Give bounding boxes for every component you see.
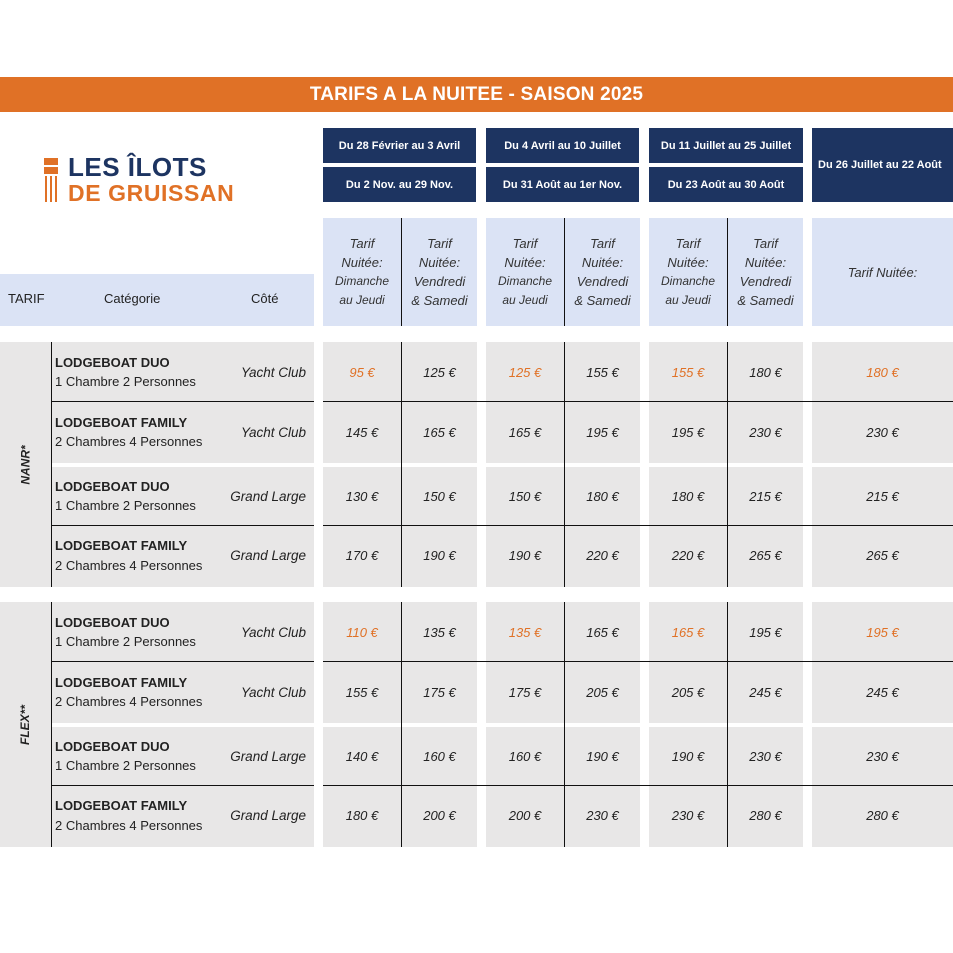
tarif-header-line: Dimanche bbox=[660, 274, 716, 288]
tarif-header-weekday bbox=[323, 218, 401, 326]
tarif-header-single bbox=[812, 218, 953, 326]
price-cell: 195 € bbox=[866, 624, 899, 640]
price-cell: 245 € bbox=[866, 684, 899, 700]
tarif-header-line: Vendredi bbox=[413, 274, 466, 289]
tarif-header-line: Tarif bbox=[427, 236, 452, 251]
price-cell: 110 € bbox=[346, 624, 378, 640]
period-1-end: Du 2 Nov. au 29 Nov. bbox=[323, 167, 476, 202]
price-cell: 230 € bbox=[749, 424, 782, 440]
price-cell: 140 € bbox=[345, 748, 379, 764]
column-header-categorie: Catégorie bbox=[104, 291, 161, 306]
price-cell: 215 € bbox=[749, 488, 782, 504]
column-header-cote: Côté bbox=[251, 291, 279, 306]
price-cell: 230 € bbox=[671, 808, 705, 823]
price-cell: 165 € bbox=[671, 624, 705, 640]
category-name: LODGEBOAT FAMILY bbox=[55, 414, 188, 430]
category-name: LODGEBOAT DUO bbox=[55, 738, 170, 754]
price-cell: 145 € bbox=[345, 424, 379, 440]
page-title: TARIFS A LA NUITEE - SAISON 2025 bbox=[0, 77, 953, 112]
tarif-header-line: Vendredi bbox=[739, 274, 792, 289]
tarif-header-line: Tarif bbox=[590, 236, 615, 251]
tarif-header-weekday bbox=[486, 218, 564, 326]
tarif-header-weekend bbox=[565, 218, 640, 326]
period-3-end: Du 23 Août au 30 Août bbox=[649, 167, 803, 202]
price-cell: 155 € bbox=[671, 364, 705, 380]
price-cell: 190 € bbox=[586, 748, 619, 764]
price-divider bbox=[401, 602, 402, 847]
period-2-end: Du 31 Août au 1er Nov. bbox=[486, 167, 639, 202]
price-cell: 220 € bbox=[671, 548, 705, 563]
price-cell: 205 € bbox=[671, 684, 705, 700]
category-cell bbox=[52, 526, 222, 585]
price-cell: 150 € bbox=[423, 488, 456, 504]
side-cell: Yacht Club bbox=[240, 364, 306, 380]
price-cell: 130 € bbox=[345, 488, 379, 504]
tarif-header-weekend bbox=[728, 218, 803, 326]
logo-text-line2: DE GRUISSAN bbox=[68, 180, 235, 206]
tarif-header-weekday bbox=[649, 218, 727, 326]
price-cell: 190 € bbox=[423, 548, 456, 563]
period-1-start: Du 28 Février au 3 Avril bbox=[323, 128, 476, 163]
price-cell: 195 € bbox=[671, 424, 705, 440]
tarif-header-line: Tarif bbox=[349, 236, 375, 251]
side-cell: Grand Large bbox=[230, 748, 306, 764]
price-cell: 265 € bbox=[749, 548, 782, 563]
tarif-header-line: Nuitée: bbox=[341, 255, 383, 270]
logo-text-line1: LES ÎLOTS bbox=[68, 152, 207, 182]
price-cell: 230 € bbox=[866, 748, 899, 764]
price-cell: 230 € bbox=[586, 808, 619, 823]
price-cell: 180 € bbox=[749, 364, 782, 380]
side-cell: Grand Large bbox=[230, 548, 306, 563]
category-name: LODGEBOAT FAMILY bbox=[55, 538, 188, 553]
price-divider bbox=[401, 342, 402, 587]
price-cell: 165 € bbox=[423, 424, 456, 440]
tarif-header-line: Nuitée: bbox=[581, 255, 624, 270]
price-divider bbox=[727, 602, 728, 847]
tarif-header-line: Tarif bbox=[675, 236, 701, 251]
category-cell bbox=[52, 602, 222, 662]
price-cell: 230 € bbox=[866, 424, 899, 440]
price-cell: 155 € bbox=[345, 684, 379, 700]
tarif-header-line: au Jeudi bbox=[339, 293, 385, 307]
category-desc: 2 Chambres 4 Personnes bbox=[55, 817, 203, 833]
column-header-row bbox=[0, 274, 314, 326]
tarif-header-line: Nuitée: bbox=[418, 255, 461, 270]
period-4: Du 26 Juillet au 22 Août bbox=[812, 128, 953, 202]
price-cell: 265 € bbox=[866, 548, 899, 563]
group-label-text: FLEX** bbox=[18, 704, 33, 745]
tarif-header-line: Vendredi bbox=[576, 274, 629, 289]
side-cell: Yacht Club bbox=[240, 424, 306, 440]
side-cell: Yacht Club bbox=[240, 684, 306, 700]
category-desc: 1 Chambre 2 Personnes bbox=[55, 758, 196, 773]
category-desc: 1 Chambre 2 Personnes bbox=[55, 498, 196, 513]
column-header-tarif: TARIF bbox=[8, 291, 45, 306]
category-name: LODGEBOAT DUO bbox=[55, 354, 170, 370]
category-desc: 2 Chambres 4 Personnes bbox=[55, 694, 203, 709]
price-cell: 245 € bbox=[749, 684, 782, 700]
tarif-header-line: au Jeudi bbox=[502, 293, 548, 307]
price-cell: 195 € bbox=[586, 424, 619, 440]
price-cell: 125 € bbox=[423, 364, 456, 380]
price-cell: 165 € bbox=[508, 424, 542, 440]
tarif-header-line: Tarif bbox=[753, 236, 778, 251]
category-name: LODGEBOAT FAMILY bbox=[55, 674, 188, 690]
price-cell: 280 € bbox=[866, 808, 899, 823]
price-cell: 200 € bbox=[423, 808, 456, 823]
category-desc: 2 Chambres 4 Personnes bbox=[55, 557, 203, 573]
side-cell: Grand Large bbox=[230, 488, 306, 504]
category-desc: 2 Chambres 4 Personnes bbox=[55, 434, 203, 449]
category-desc: 1 Chambre 2 Personnes bbox=[55, 374, 196, 389]
period-2-start: Du 4 Avril au 10 Juillet bbox=[486, 128, 639, 163]
price-divider bbox=[564, 342, 565, 587]
price-cell: 230 € bbox=[749, 748, 782, 764]
side-cell: Grand Large bbox=[230, 808, 306, 823]
price-divider bbox=[564, 602, 565, 847]
price-cell: 135 € bbox=[423, 624, 456, 640]
header-divider bbox=[727, 218, 728, 326]
price-cell: 165 € bbox=[586, 624, 619, 640]
category-name: LODGEBOAT FAMILY bbox=[55, 798, 188, 813]
category-desc: 1 Chambre 2 Personnes bbox=[55, 634, 196, 649]
tarif-header-line: & Samedi bbox=[411, 293, 468, 308]
price-cell: 175 € bbox=[508, 684, 542, 700]
price-cell: 180 € bbox=[345, 808, 379, 823]
tarif-header-line: Tarif bbox=[512, 236, 538, 251]
tarif-header-line: Nuitée: bbox=[744, 255, 787, 270]
price-cell: 180 € bbox=[866, 364, 899, 380]
price-cell: 190 € bbox=[508, 548, 542, 563]
side-cell: Yacht Club bbox=[240, 624, 306, 640]
price-cell: 160 € bbox=[423, 748, 456, 764]
tarif-header-line: Nuitée: bbox=[504, 255, 546, 270]
group-label bbox=[0, 602, 51, 847]
category-cell bbox=[52, 466, 222, 526]
category-cell bbox=[52, 662, 222, 722]
price-cell: 280 € bbox=[749, 808, 782, 823]
price-cell: 205 € bbox=[586, 684, 619, 700]
category-cell bbox=[52, 402, 222, 462]
group-label-text: NANR* bbox=[18, 444, 33, 485]
group-label bbox=[0, 342, 51, 587]
price-cell: 195 € bbox=[749, 624, 782, 640]
price-cell: 215 € bbox=[866, 488, 899, 504]
price-cell: 125 € bbox=[508, 364, 542, 380]
price-cell: 170 € bbox=[345, 548, 379, 563]
category-cell bbox=[52, 342, 222, 402]
price-cell: 160 € bbox=[508, 748, 542, 764]
price-cell: 95 € bbox=[349, 364, 375, 380]
tarif-header-weekend bbox=[402, 218, 477, 326]
tarif-header-line: au Jeudi bbox=[665, 293, 711, 307]
price-cell: 135 € bbox=[508, 624, 542, 640]
logo-icon bbox=[44, 158, 58, 202]
tarif-header-line: Dimanche bbox=[334, 274, 390, 288]
category-cell bbox=[52, 786, 222, 845]
category-name: LODGEBOAT DUO bbox=[55, 478, 170, 494]
price-divider bbox=[727, 342, 728, 587]
price-cell: 155 € bbox=[586, 364, 619, 380]
category-name: LODGEBOAT DUO bbox=[55, 614, 170, 630]
category-cell bbox=[52, 726, 222, 786]
tarif-header-line: & Samedi bbox=[737, 293, 794, 308]
header-divider bbox=[401, 218, 402, 326]
period-3-start: Du 11 Juillet au 25 Juillet bbox=[649, 128, 803, 163]
tarif-header-line: Tarif Nuitée: bbox=[847, 264, 918, 280]
tarif-header-line: & Samedi bbox=[574, 293, 631, 308]
tarif-header-line: Dimanche bbox=[497, 274, 553, 288]
price-cell: 150 € bbox=[508, 488, 542, 504]
header-divider bbox=[564, 218, 565, 326]
price-cell: 180 € bbox=[671, 488, 705, 504]
price-cell: 190 € bbox=[671, 748, 705, 764]
price-cell: 200 € bbox=[508, 808, 542, 823]
price-cell: 220 € bbox=[586, 548, 619, 563]
price-cell: 180 € bbox=[586, 488, 619, 504]
price-cell: 175 € bbox=[423, 684, 456, 700]
tarif-header-line: Nuitée: bbox=[667, 255, 709, 270]
